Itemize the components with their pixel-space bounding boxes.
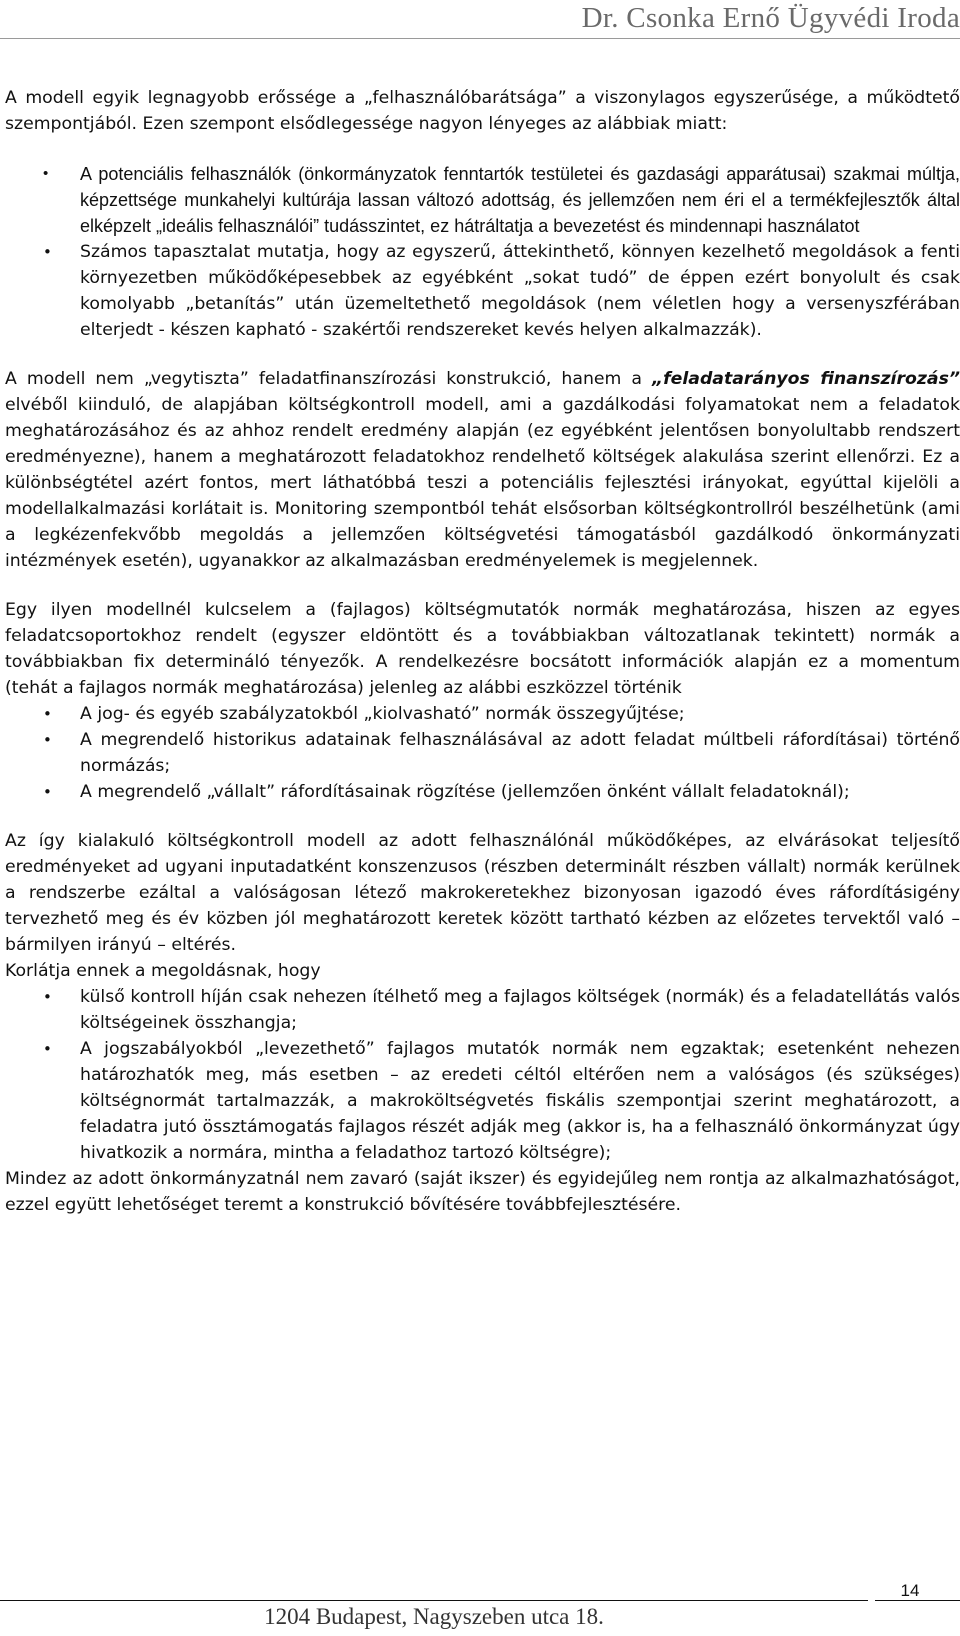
bullet-icon: • (43, 1040, 52, 1058)
list-item: • A megrendelő „vállalt” ráfordításainak rögzítése (jellemzően önként vállalt feladatoknál); (5, 779, 960, 805)
header-divider (0, 38, 960, 39)
bullet-icon: • (43, 165, 49, 182)
emphasis-text: „feladatarányos finanszírozás” (651, 369, 960, 389)
footer-divider (0, 1600, 868, 1601)
list-item: • A potenciális felhasználók (önkormányzatok fenntartók testületei és gazdasági apparátusai) szakmai múltja, képzettsége munkahelyi kultúrája lassan változó adottság, és jellemzően nem éri el a termékfejlesztők által elképzelt „ideális felhasználói” tudásszintet, ez hátráltatja a bevezetést és mindennapi használatot (5, 161, 960, 239)
list-item: • A jog- és egyéb szabályzatokból „kiolvasható” normák összegyűjtése; (5, 701, 960, 727)
document-body (5, 85, 960, 1218)
bullet-icon: • (43, 705, 52, 723)
list-item: • Számos tapasztalat mutatja, hogy az egyszerű, áttekinthető, könnyen kezelhető megoldások a fenti környezetben működőképesebbek az egyébként „sokat tudó” de éppen ezért bonyolult és csak komolyabb „betanítás” után üzemeltethető megoldások (nem véletlen hogy a versenyszférában elterjedt - készen kapható - szakértői rendszereket kevés helyen alkalmazzák). (5, 239, 960, 343)
limitations-intro: Korlátja ennek a megoldásnak, hogy (5, 961, 321, 981)
footer-address: 1204 Budapest, Nagyszeben utca 18. (264, 1604, 604, 1629)
limitations-list (5, 984, 960, 1166)
methods-list (5, 701, 960, 805)
cost-norm-paragraph: Egy ilyen modellnél kulcselem a (fajlagos) költségmutatók normák meghatározása, hiszen az egyes feladatcsoportokhoz rendelt (egyszer eldöntött és a továbbiakban változatlanak tekintett) normák a továbbiakban fix determináló tényezők. A rendelkezésre bocsátott információk alapján ez a momentum (tehát a fajlagos normák meghatározása) jelenleg az alábbi eszközzel történik (5, 600, 960, 698)
page-number: 14 (900, 1581, 920, 1600)
bullet-icon: • (43, 243, 52, 261)
bullet-icon: • (43, 731, 52, 749)
list-item: • A jogszabályokból „levezethető” fajlagos mutatók normák nem egzaktak; esetenként nehezen határozhatók meg, más esetben – az eredeti céltól eltérően nem a valóságos (és szükséges) költségnormát tartalmazzák, a makroköltségvetés fiskális szempontjai szerint meghatározott, a feladatra jutó össztámogatás fajlagos részét adják meg (akkor is, ha a felhasználó önkormányzat úgy hivatkozik a normára, mintha a feladathoz tartozó költségre); (5, 1036, 960, 1166)
intro-paragraph: A modell egyik legnagyobb erőssége a „felhasználóbarátsága” a viszonylagos egyszerűsége, a működtető szempontjából. Ezen szempont elsődlegessége nagyon lényeges az alábbiak miatt: (5, 88, 960, 134)
page-header-title: Dr. Csonka Ernő Ügyvédi Iroda (581, 2, 960, 34)
bullet-icon: • (43, 783, 52, 801)
cost-control-paragraph: Az így kialakuló költségkontroll modell az adott felhasználónál működőképes, az elvárásokat teljesítő eredményeket ad ugyani inputadatként konszenzusos (részben determinált részben vállalt) normák kerülnek a rendszerbe ezáltal a valóságosan létező makrokeretekhez bizonyosan igazodó éves ráfordításigény tervezhető meg és év közben jól meghatározott keretek között tartható kézben az előzetes tervektől való –bármilyen irányú – eltérés. (5, 831, 960, 955)
conclusion-paragraph: Mindez az adott önkormányzatnál nem zavaró (saját ikszer) és egyidejűleg nem rontja az alkalmazhatóságot, ezzel együtt lehetőséget teremt a konstrukció bővítésére továbbfejlesztésére. (5, 1169, 960, 1215)
model-paragraph: A modell nem „vegytiszta” feladatfinanszírozási konstrukció, hanem a „feladatarányos finanszírozás” elvéből kiinduló, de alapjában költségkontroll modell, ami a gazdálkodási folyamatokat nem a feladatok meghatározásához és az ahhoz rendelt eredmény alapján (ez egyébként jelentősen bonyolultabb rendszert eredményezne), hanem a meghatározott feladatokhoz rendelhető költségek alakulása szerint ellenőrzi. Ez a különbségtétel azért fontos, mert láthatóbbá teszi a potenciális fejlesztési irányokat, egyúttal kijelöli a modellalkalmazási korlátait is. Monitoring szempontból tehát elsősorban költségkontrollról beszélhetünk (ami a legkézenfekvőbb megoldás a jellemzően költségvetési támogatásból gazdálkodó önkormányzati intézmények esetén), ugyanakkor az alkalmazásban eredményelemek is megjelennek. (5, 369, 960, 571)
bullet-icon: • (43, 988, 52, 1006)
advantages-list (5, 161, 960, 343)
list-item: • külső kontroll híján csak nehezen ítélhető meg a fajlagos költségek (normák) és a feladatellátás valós költségeinek összhangja; (5, 984, 960, 1036)
list-item: • A megrendelő historikus adatainak felhasználásával az adott feladat múltbeli ráfordításai) történő normázás; (5, 727, 960, 779)
page-number-divider (875, 1600, 960, 1601)
